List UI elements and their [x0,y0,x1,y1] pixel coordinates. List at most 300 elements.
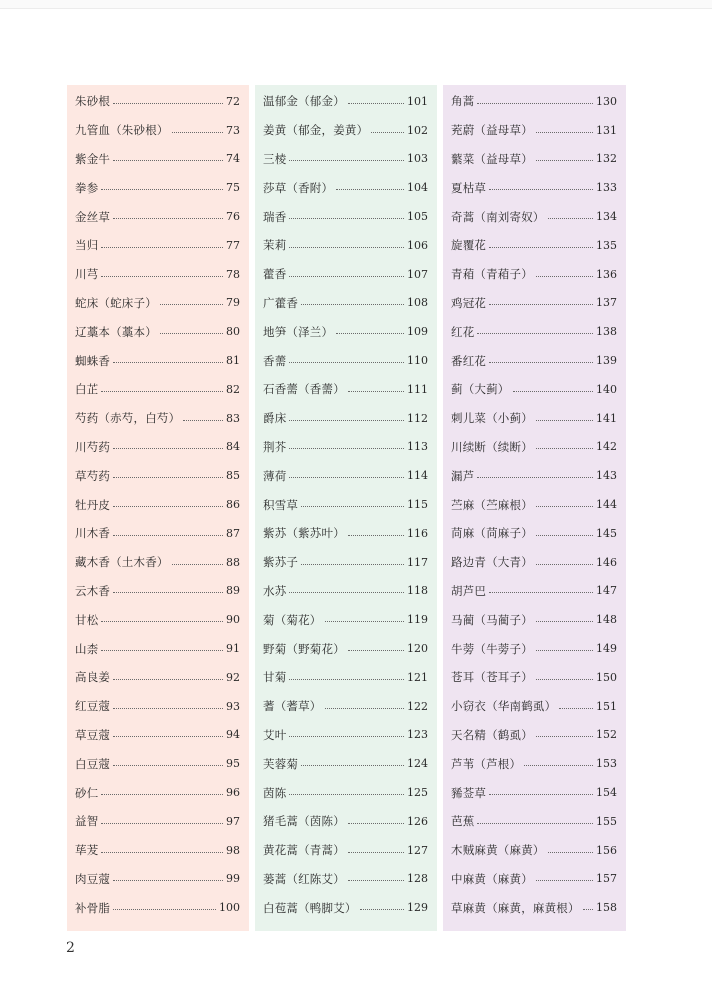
entry-name: 茉莉 [263,238,287,253]
index-entry [75,577,240,606]
index-column-3 [443,85,626,931]
index-entry [451,145,617,174]
dot-leader [536,276,593,277]
index-entry [451,663,617,692]
index-entry [263,548,428,577]
entry-page-number: 115 [407,498,428,512]
dot-leader [536,132,593,133]
index-entry [451,778,617,807]
dot-leader [513,391,594,392]
dot-leader [101,189,223,190]
index-entry [451,749,617,778]
entry-name: 草麻黄（麻黄，麻黄根） [451,900,580,915]
index-entry [263,692,428,721]
entry-page-number: 124 [407,757,428,771]
index-entry [75,433,240,462]
index-entry [75,116,240,145]
dot-leader [289,736,404,737]
dot-leader [524,765,593,766]
entry-page-number: 113 [407,440,428,454]
entry-page-number: 84 [226,440,240,454]
index-entry [263,433,428,462]
entry-page-number: 74 [226,152,240,166]
entry-name: 苎麻（苎麻根） [451,497,533,512]
index-entry [263,836,428,865]
entry-name: 牛蒡（牛蒡子） [451,641,533,656]
index-entry [75,778,240,807]
entry-name: 益智 [75,814,99,829]
entry-name: 草芍药 [75,468,111,483]
dot-leader [348,535,404,536]
entry-page-number: 146 [596,555,617,569]
index-entry [451,836,617,865]
entry-page-number: 150 [596,670,617,684]
entry-page-number: 87 [226,526,240,540]
dot-leader [348,852,404,853]
dot-leader [536,650,593,651]
entry-page-number: 88 [226,555,240,569]
entry-page-number: 111 [407,382,428,396]
entry-name: 广藿香 [263,295,299,310]
entry-name: 高良姜 [75,670,111,685]
entry-page-number: 83 [226,411,240,425]
dot-leader [113,592,223,593]
index-entry [451,490,617,519]
entry-name: 夏枯草 [451,180,487,195]
entry-name: 当归 [75,238,99,253]
dot-leader [113,362,223,363]
index-entry [75,749,240,778]
entry-name: 黄花蒿（青蒿） [263,843,345,858]
entry-page-number: 78 [226,267,240,281]
dot-leader [477,477,593,478]
entry-name: 路边青（大青） [451,555,533,570]
entry-page-number: 96 [226,786,240,800]
entry-page-number: 105 [407,210,428,224]
entry-page-number: 93 [226,699,240,713]
page-number: 2 [66,940,75,956]
entry-page-number: 73 [226,123,240,137]
entry-page-number: 145 [596,526,617,540]
entry-name: 石香薷（香薷） [263,382,345,397]
dot-leader [113,909,216,910]
entry-name: 木贼麻黄（麻黄） [451,843,545,858]
entry-page-number: 126 [407,814,428,828]
entry-name: 甘菊 [263,670,287,685]
entry-page-number: 125 [407,786,428,800]
dot-leader [536,621,593,622]
index-entry [263,807,428,836]
entry-name: 三棱 [263,151,287,166]
index-entry [451,634,617,663]
index-entry [75,692,240,721]
entry-page-number: 86 [226,498,240,512]
entry-name: 爵床 [263,411,287,426]
index-entry [263,375,428,404]
entry-name: 艾叶 [263,727,287,742]
index-entry [75,865,240,894]
entry-page-number: 133 [596,181,617,195]
entry-name: 天名精（鹤虱） [451,727,533,742]
entry-name: 芦苇（芦根） [451,756,522,771]
entry-name: 芭蕉 [451,814,475,829]
dot-leader [336,333,404,334]
index-entry [75,145,240,174]
dot-leader [489,247,593,248]
entry-name: 蓟（大蓟） [451,382,510,397]
entry-name: 白苞蒿（鸭脚艾） [263,900,357,915]
entry-name: 紫苏（紫苏叶） [263,526,345,541]
entry-page-number: 77 [226,238,240,252]
entry-name: 奇蒿（南刘寄奴） [451,209,545,224]
entry-page-number: 79 [226,296,240,310]
entry-page-number: 147 [596,584,617,598]
dot-leader [101,650,223,651]
index-entry [263,145,428,174]
dot-leader [489,362,593,363]
entry-name: 旋覆花 [451,238,487,253]
dot-leader [101,621,223,622]
index-entry [263,87,428,116]
dot-leader [101,852,223,853]
dot-leader [583,909,593,910]
entry-name: 苘麻（苘麻子） [451,526,533,541]
dot-leader [477,103,593,104]
entry-page-number: 157 [596,872,617,886]
dot-leader [113,506,223,507]
entry-name: 川芍药 [75,439,111,454]
entry-page-number: 117 [407,555,428,569]
entry-name: 辽藁本（藁本） [75,324,157,339]
entry-name: 牡丹皮 [75,497,111,512]
index-entry [75,231,240,260]
entry-name: 补骨脂 [75,900,111,915]
entry-name: 紫苏子 [263,555,299,570]
entry-page-number: 152 [596,728,617,742]
entry-page-number: 103 [407,152,428,166]
dot-leader [371,132,404,133]
entry-page-number: 108 [407,296,428,310]
dot-leader [289,160,404,161]
index-entry [451,893,617,922]
index-entry [263,749,428,778]
entry-page-number: 123 [407,728,428,742]
index-entry [451,404,617,433]
entry-name: 蘩菜（益母草） [451,151,533,166]
index-entry [263,519,428,548]
entry-page-number: 128 [407,872,428,886]
entry-page-number: 106 [407,238,428,252]
entry-name: 川芎 [75,267,99,282]
entry-page-number: 107 [407,267,428,281]
entry-name: 豨莶草 [451,785,487,800]
entry-page-number: 143 [596,469,617,483]
index-entry [263,260,428,289]
entry-name: 角蒿 [451,94,475,109]
entry-page-number: 91 [226,642,240,656]
index-entry [451,87,617,116]
entry-name: 荆芥 [263,439,287,454]
index-entry [451,116,617,145]
entry-page-number: 97 [226,814,240,828]
dot-leader [289,477,404,478]
entry-page-number: 109 [407,325,428,339]
index-entry [75,461,240,490]
index-entry [75,836,240,865]
index-entry [263,317,428,346]
entry-page-number: 92 [226,670,240,684]
dot-leader [536,564,593,565]
dot-leader [113,448,223,449]
entry-name: 番红花 [451,353,487,368]
entry-page-number: 81 [226,354,240,368]
entry-page-number: 156 [596,843,617,857]
dot-leader [113,708,223,709]
index-entry [75,375,240,404]
entry-page-number: 144 [596,498,617,512]
dot-leader [348,103,404,104]
entry-name: 山柰 [75,641,99,656]
entry-page-number: 134 [596,210,617,224]
index-entry [75,634,240,663]
entry-name: 漏芦 [451,468,475,483]
index-entry [451,519,617,548]
entry-name: 芙蓉菊 [263,756,299,771]
dot-leader [160,333,223,334]
dot-leader [289,448,404,449]
dot-leader [301,506,404,507]
entry-name: 紫金牛 [75,151,111,166]
entry-name: 蓍（蓍草） [263,699,322,714]
index-entry [75,87,240,116]
entry-name: 苍耳（苍耳子） [451,670,533,685]
entry-name: 拳参 [75,180,99,195]
index-column-2 [255,85,437,931]
dot-leader [348,650,404,651]
index-entry [451,605,617,634]
dot-leader [289,362,404,363]
index-entry [263,663,428,692]
entry-name: 鸡冠花 [451,295,487,310]
index-entry [75,893,240,922]
dot-leader [289,794,404,795]
dot-leader [489,189,593,190]
entry-page-number: 142 [596,440,617,454]
dot-leader [336,189,404,190]
dot-leader [289,218,404,219]
dot-leader [477,823,593,824]
index-entry [263,116,428,145]
index-entry [263,490,428,519]
entry-page-number: 130 [596,94,617,108]
entry-page-number: 94 [226,728,240,742]
index-entry [263,634,428,663]
dot-leader [536,679,593,680]
dot-leader [325,621,405,622]
entry-name: 青葙（青葙子） [451,267,533,282]
entry-page-number: 82 [226,382,240,396]
entry-page-number: 141 [596,411,617,425]
entry-page-number: 135 [596,238,617,252]
entry-name: 瑞香 [263,209,287,224]
index-entry [263,721,428,750]
index-entry [451,577,617,606]
entry-name: 香薷 [263,353,287,368]
entry-page-number: 121 [407,670,428,684]
entry-page-number: 153 [596,757,617,771]
entry-page-number: 122 [407,699,428,713]
dot-leader [172,132,223,133]
dot-leader [348,823,404,824]
index-entry [75,721,240,750]
index-entry [263,893,428,922]
entry-name: 红豆蔻 [75,699,111,714]
entry-page-number: 154 [596,786,617,800]
dot-leader [536,535,593,536]
dot-leader [489,794,593,795]
entry-name: 白豆蔻 [75,756,111,771]
entry-name: 莎草（香附） [263,180,334,195]
dot-leader [301,564,404,565]
dot-leader [301,304,404,305]
dot-leader [289,679,404,680]
entry-name: 芍药（赤芍，白芍） [75,411,181,426]
dot-leader [289,247,404,248]
entry-page-number: 138 [596,325,617,339]
dot-leader [113,218,223,219]
index-entry [75,548,240,577]
index-entry [451,231,617,260]
entry-page-number: 155 [596,814,617,828]
dot-leader [301,765,404,766]
index-entry [451,289,617,318]
entry-page-number: 100 [219,901,240,915]
entry-name: 藿香 [263,267,287,282]
entry-page-number: 158 [596,901,617,915]
dot-leader [536,420,593,421]
entry-page-number: 129 [407,901,428,915]
entry-name: 猪毛蒿（茵陈） [263,814,345,829]
entry-name: 蜘蛛香 [75,353,111,368]
dot-leader [559,708,593,709]
index-entry [263,231,428,260]
entry-name: 野菊（野菊花） [263,641,345,656]
dot-leader [101,276,223,277]
index-entry [451,173,617,202]
entry-name: 藏木香（土木香） [75,555,169,570]
entry-page-number: 72 [226,94,240,108]
index-entry [75,346,240,375]
entry-name: 金丝草 [75,209,111,224]
entry-page-number: 89 [226,584,240,598]
index-entry [263,461,428,490]
dot-leader [536,160,593,161]
index-entry [263,202,428,231]
dot-leader [101,823,223,824]
index-column-1 [67,85,249,931]
dot-leader [113,736,223,737]
dot-leader [489,304,593,305]
entry-page-number: 140 [596,382,617,396]
dot-leader [172,564,223,565]
entry-page-number: 119 [407,613,428,627]
index-entry [263,577,428,606]
entry-name: 薄荷 [263,468,287,483]
entry-name: 朱砂根 [75,94,111,109]
entry-name: 茵陈 [263,785,287,800]
dot-leader [536,506,593,507]
entry-name: 川木香 [75,526,111,541]
entry-name: 积雪草 [263,497,299,512]
entry-name: 地笋（泽兰） [263,324,334,339]
index-entry [451,721,617,750]
dot-leader [101,794,223,795]
entry-page-number: 114 [407,469,428,483]
entry-page-number: 98 [226,843,240,857]
entry-name: 红花 [451,324,475,339]
dot-leader [536,448,593,449]
index-entry [75,519,240,548]
entry-name: 蛇床（蛇床子） [75,295,157,310]
index-entry [263,404,428,433]
dot-leader [113,160,223,161]
index-entry [75,404,240,433]
index-entry [263,865,428,894]
entry-page-number: 76 [226,210,240,224]
dot-leader [160,304,223,305]
entry-name: 甘松 [75,612,99,627]
entry-name: 川续断（续断） [451,439,533,454]
entry-name: 荜茇 [75,843,99,858]
entry-page-number: 104 [407,181,428,195]
index-entry [263,605,428,634]
index-entry [451,433,617,462]
entry-name: 刺儿菜（小蓟） [451,411,533,426]
dot-leader [289,592,404,593]
entry-name: 温郁金（郁金） [263,94,345,109]
index-entry [451,692,617,721]
entry-name: 中麻黄（麻黄） [451,871,533,886]
dot-leader [113,535,223,536]
dot-leader [101,391,223,392]
dot-leader [536,736,593,737]
index-entry [75,807,240,836]
entry-page-number: 120 [407,642,428,656]
dot-leader [348,880,404,881]
entry-name: 砂仁 [75,785,99,800]
index-entry [75,202,240,231]
index-entry [263,289,428,318]
dot-leader [113,679,223,680]
index-entry [263,778,428,807]
entry-name: 胡芦巴 [451,583,487,598]
entry-page-number: 95 [226,757,240,771]
index-entry [451,461,617,490]
dot-leader [489,592,593,593]
index-entry [75,663,240,692]
dot-leader [113,880,223,881]
entry-page-number: 110 [407,354,428,368]
entry-page-number: 112 [407,411,428,425]
entry-name: 九管血（朱砂根） [75,123,169,138]
entry-name: 马蔺（马蔺子） [451,612,533,627]
entry-page-number: 85 [226,469,240,483]
dot-leader [101,247,223,248]
dot-leader [113,765,223,766]
entry-page-number: 137 [596,296,617,310]
dot-leader [360,909,404,910]
entry-name: 姜黄（郁金，姜黄） [263,123,369,138]
